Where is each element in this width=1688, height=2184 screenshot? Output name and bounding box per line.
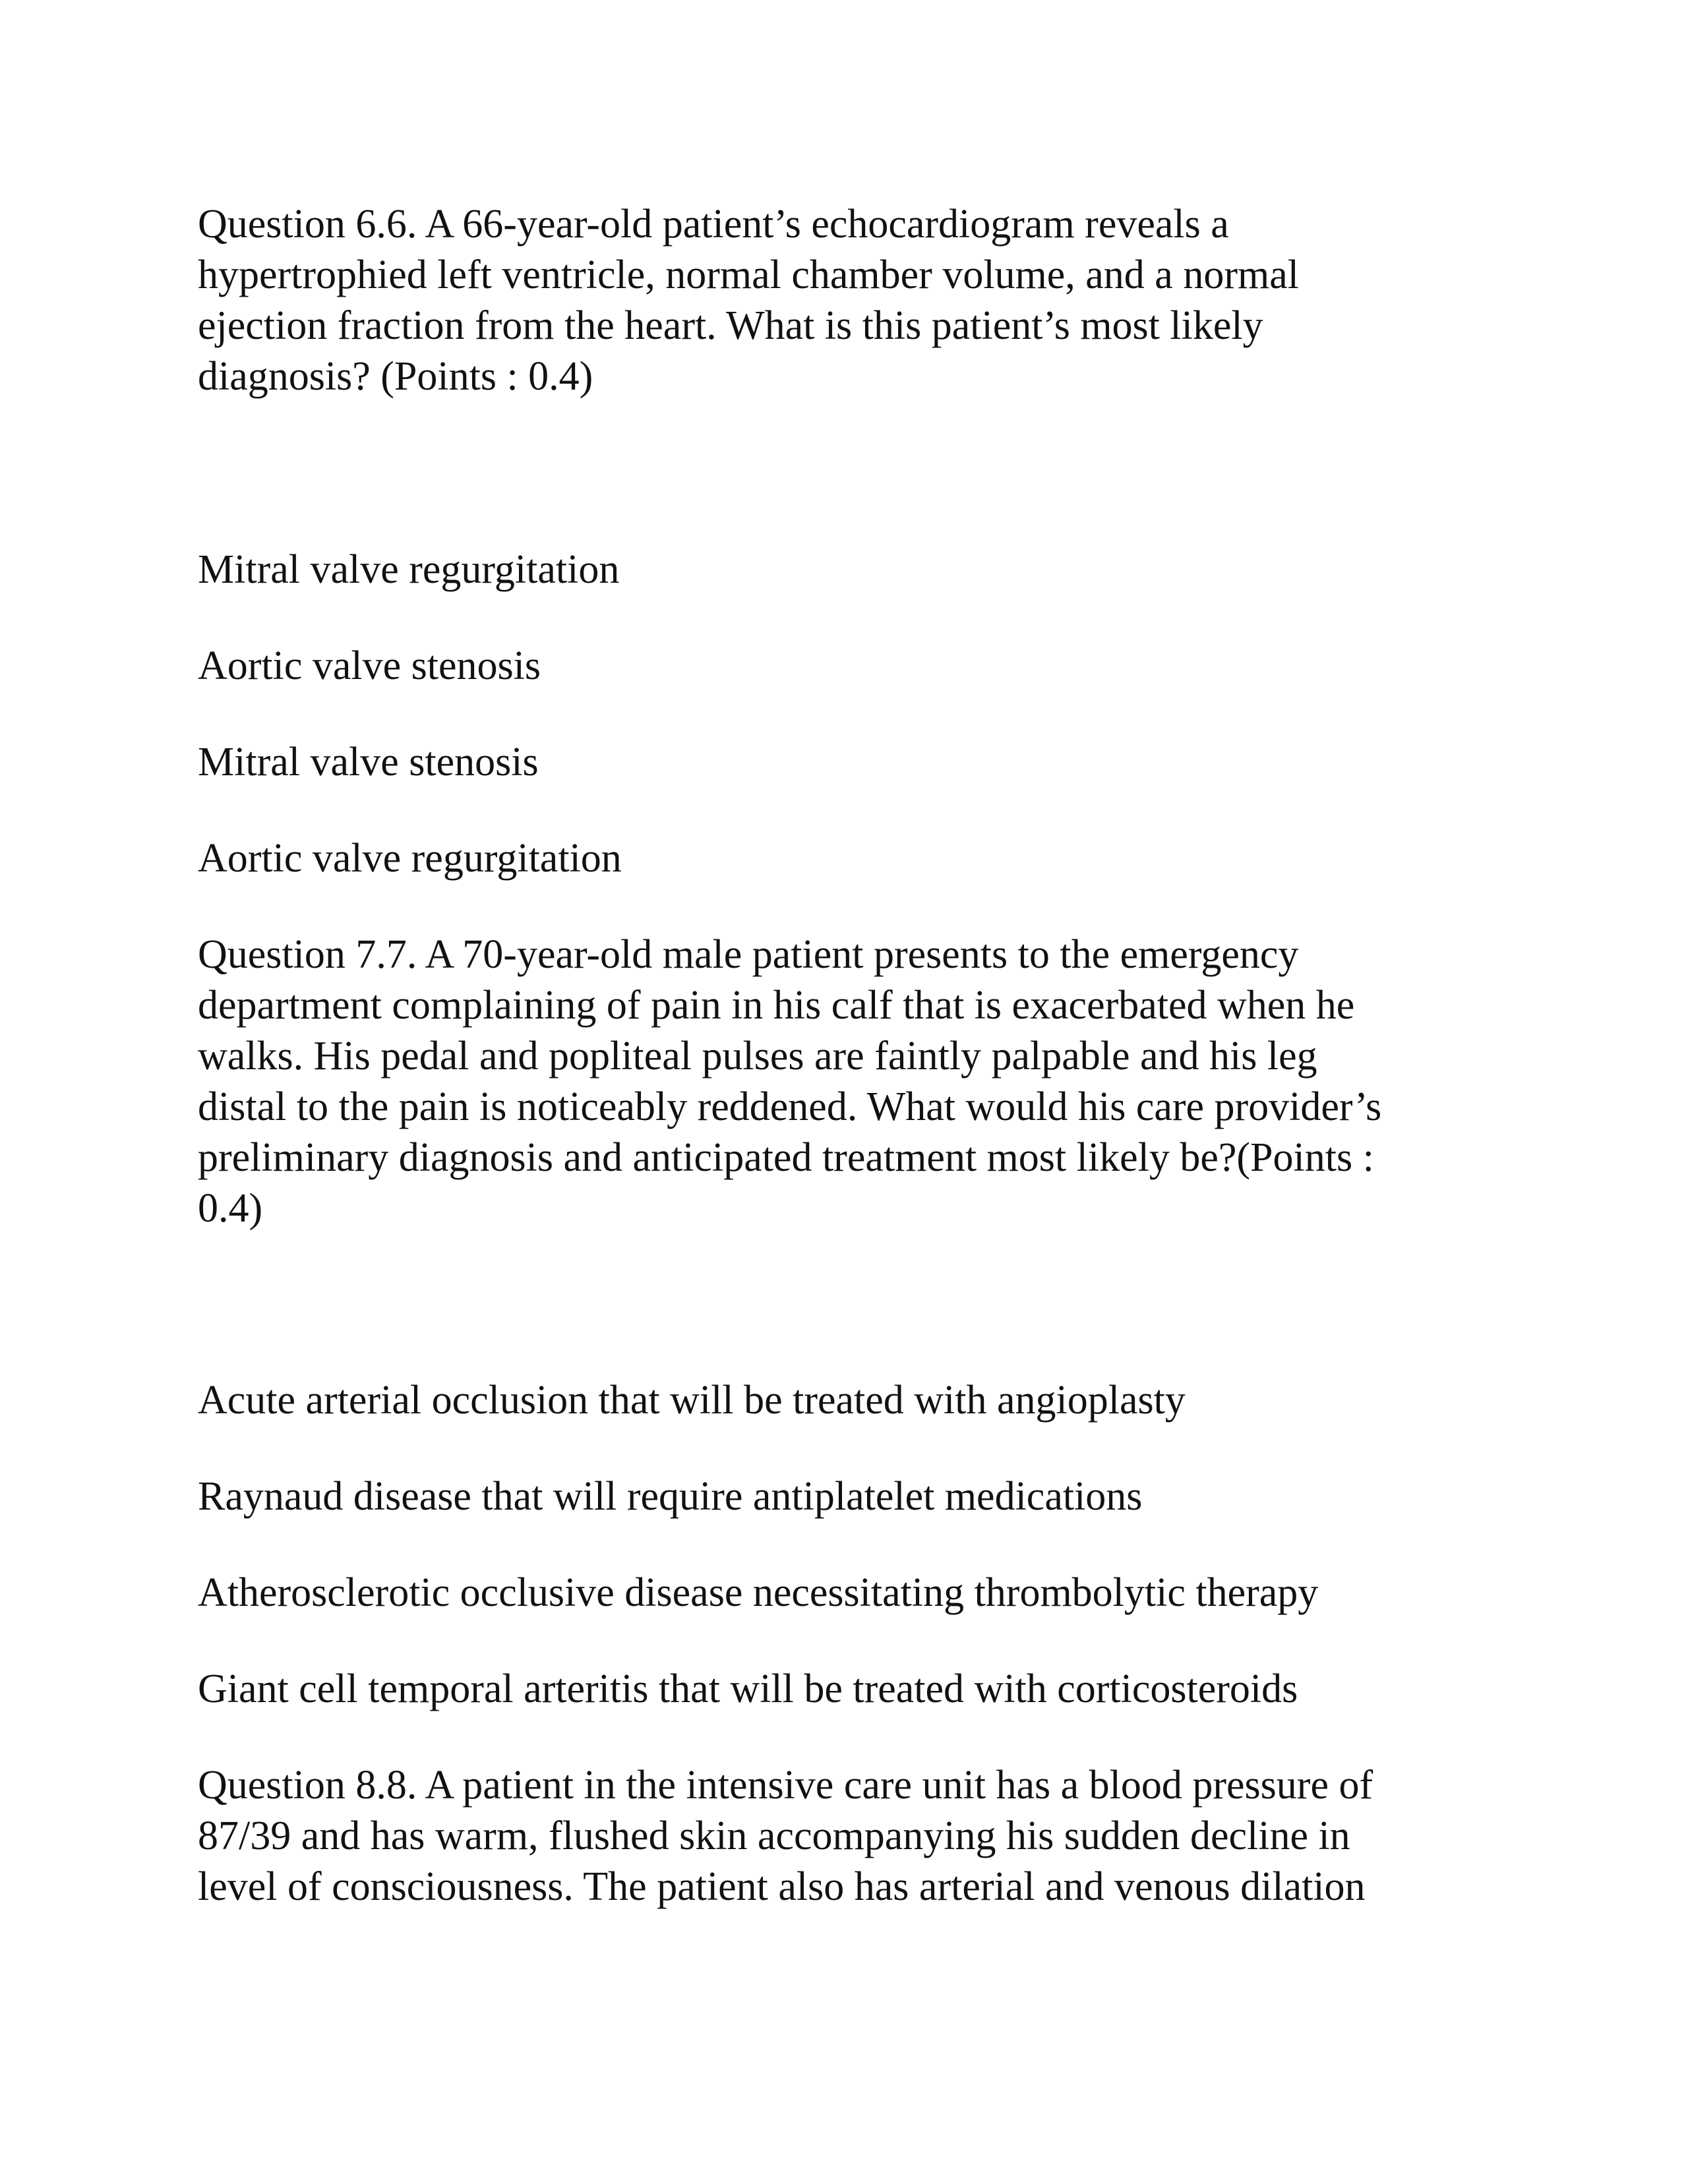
answer-option: Giant cell temporal arteritis that will be treated with corticosteroids: [198, 1667, 1298, 1711]
question-6-6-text: [198, 199, 1510, 402]
question-line: 0.4): [198, 1186, 263, 1231]
answer-option: Mitral valve regurgitation: [198, 547, 620, 592]
question-line: Question 7.7. A 70-year-old male patient presents to the emergency: [198, 932, 1299, 977]
question-line: distal to the pain is noticeably reddened. What would his care provider’s: [198, 1084, 1382, 1129]
question-line: 87/39 and has warm, flushed skin accompanying his sudden decline in: [198, 1814, 1350, 1858]
question-7-7-text: [198, 930, 1510, 1234]
question-line: level of consciousness. The patient also has arterial and venous dilation: [198, 1864, 1366, 1909]
question-line: hypertrophied left ventricle, normal chamber volume, and a normal: [198, 252, 1299, 297]
answer-option: Acute arterial occlusion that will be treated with angioplasty: [198, 1378, 1186, 1423]
question-line: Question 6.6. A 66-year-old patient’s echocardiogram reveals a: [198, 202, 1229, 247]
question-line: Question 8.8. A patient in the intensive care unit has a blood pressure of: [198, 1763, 1373, 1808]
question-line: diagnosis? (Points : 0.4): [198, 354, 593, 399]
answer-option: Aortic valve regurgitation: [198, 836, 622, 881]
question-line: walks. His pedal and popliteal pulses are faintly palpable and his leg: [198, 1034, 1317, 1078]
answer-option: Atherosclerotic occlusive disease necessitating thrombolytic therapy: [198, 1570, 1319, 1615]
answer-option: Mitral valve stenosis: [198, 740, 539, 784]
question-line: department complaining of pain in his calf that is exacerbated when he: [198, 983, 1355, 1028]
answer-option: Raynaud disease that will require antiplatelet medications: [198, 1474, 1143, 1519]
question-8-8-text: [198, 1760, 1510, 1912]
question-line: preliminary diagnosis and anticipated treatment most likely be?(Points :: [198, 1135, 1374, 1180]
question-line: ejection fraction from the heart. What is this patient’s most likely: [198, 303, 1263, 348]
answer-option: Aortic valve stenosis: [198, 643, 541, 688]
